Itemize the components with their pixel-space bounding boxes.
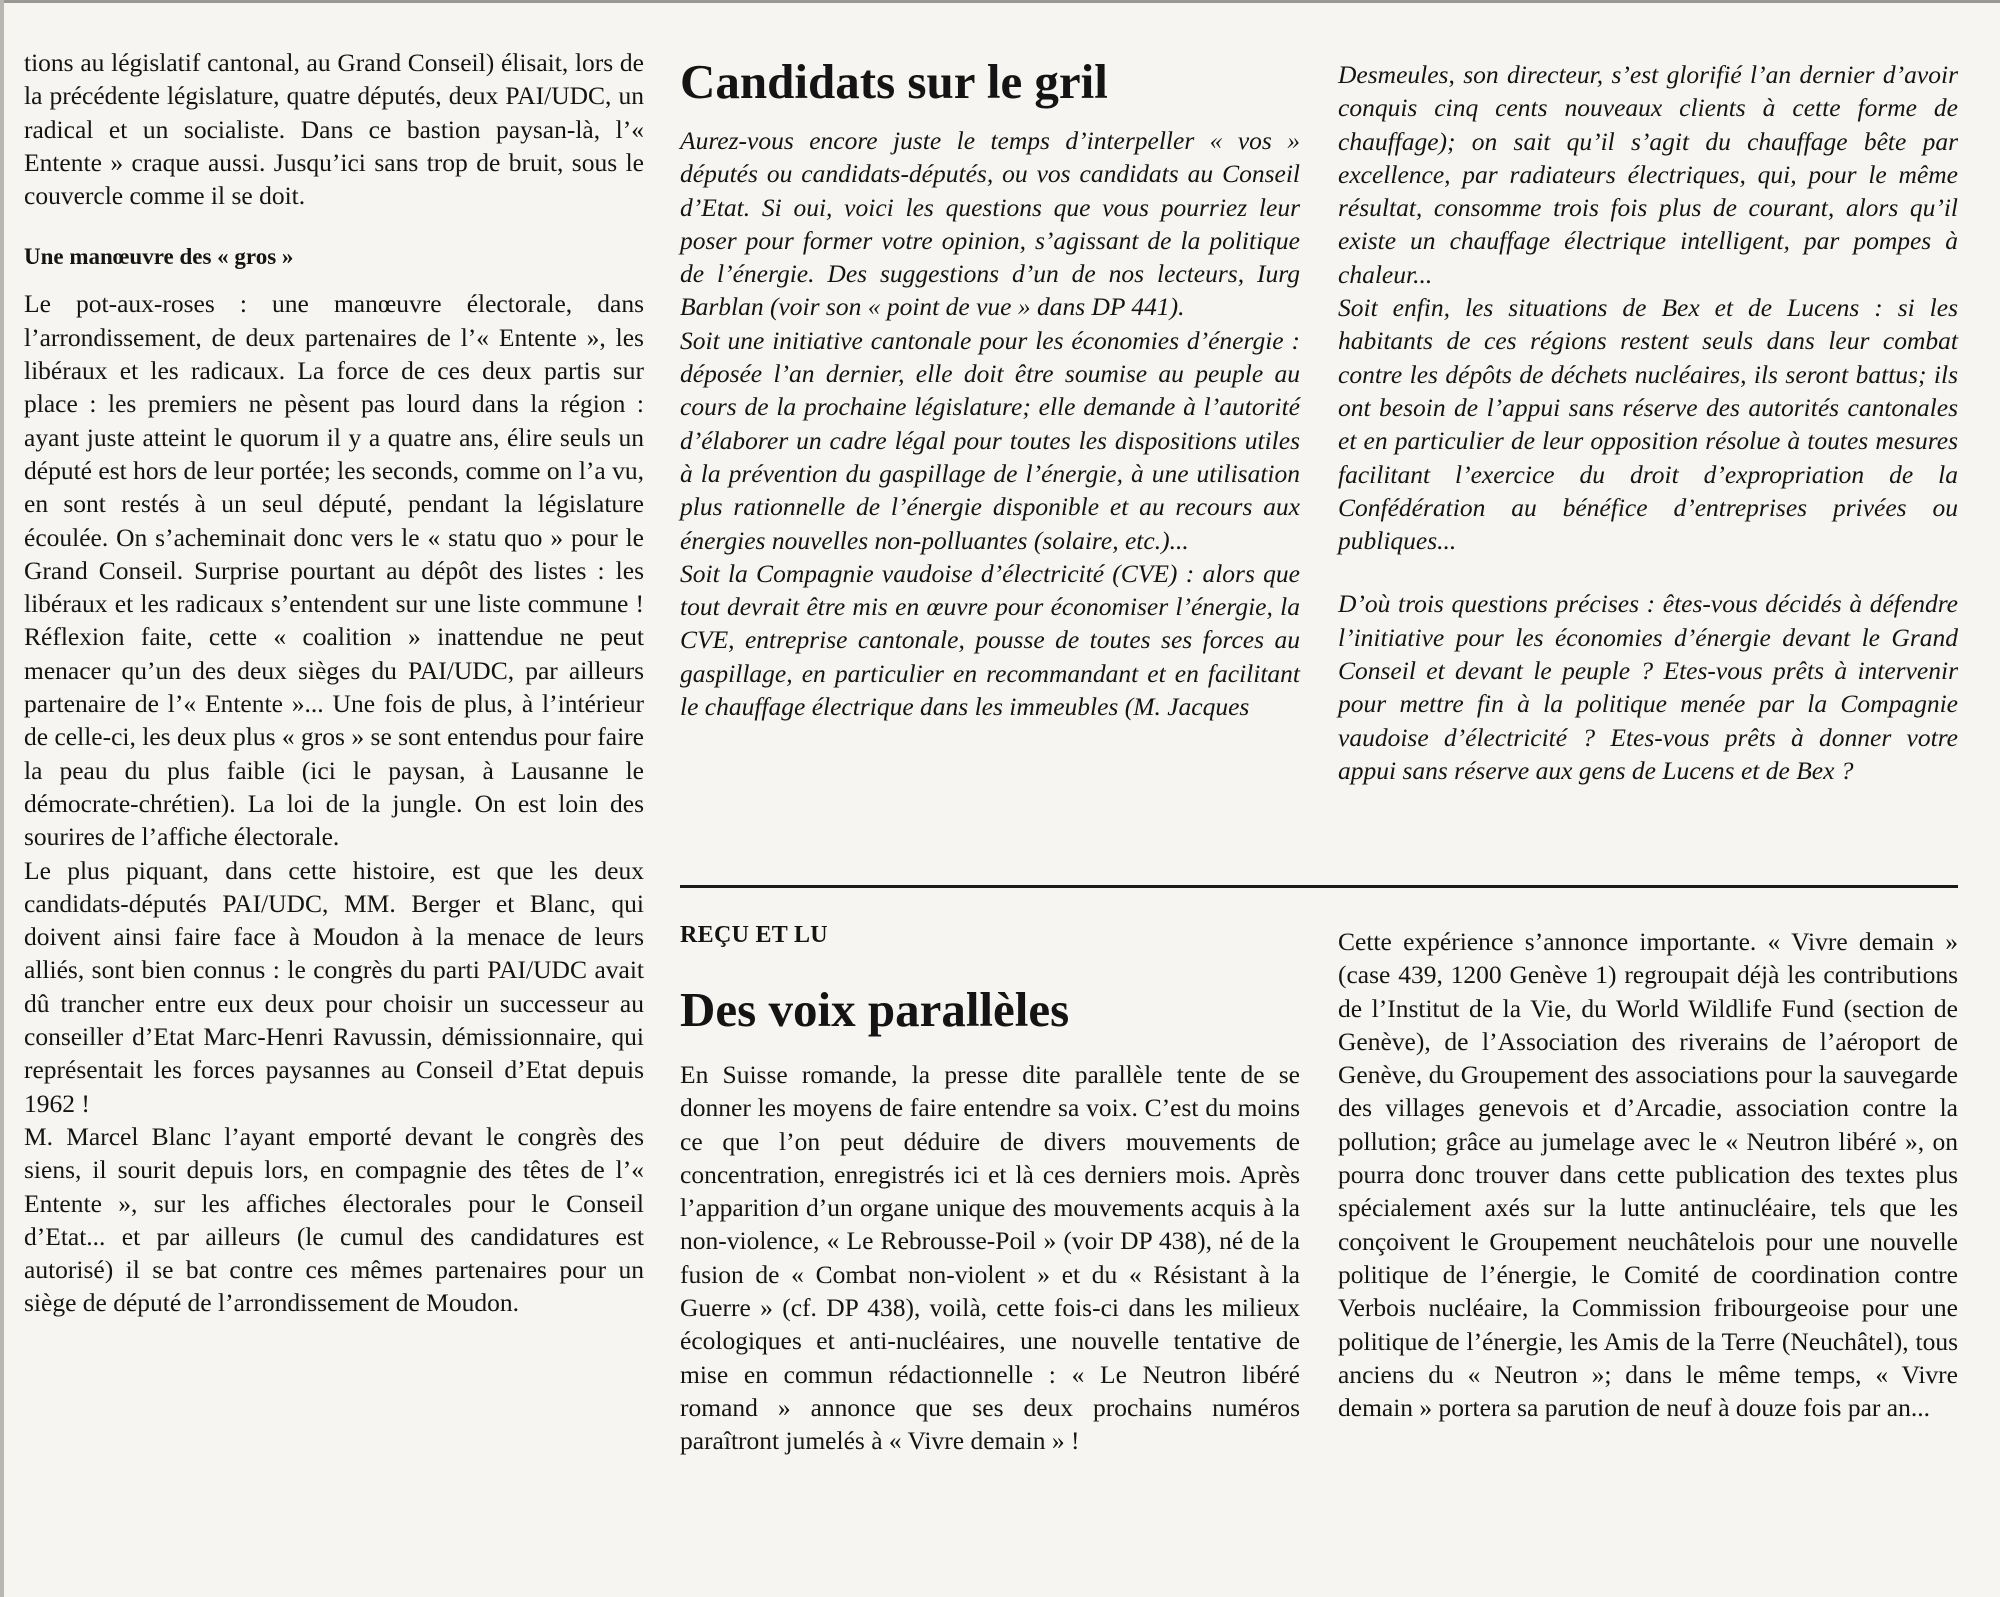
article1-paragraph-4: Desmeules, son directeur, s’est glorifié l’an dernier d’avoir conquis cinq cents nouveaux clients à cette forme de chauffage); on sait qu’il s’agit du chauffage bête par excellence, par radiateurs électriques, qui, pour le même résultat, consomme trois fois plus de courant, alors qu’il existe un chauffage électrique intelligent, par pompes à chaleur... — [1338, 60, 1958, 289]
article1-paragraph-3: Soit la Compagnie vaudoise d’électricité (CVE) : alors que tout devrait être mis en œuvre pour économiser l’énergie, la CVE, entreprise cantonale, pousse de toutes ses forces au gaspillage, en particulier en recommandant et en facilitant le chauffage électrique dans les immeubles (M. Jacques — [680, 558, 1300, 722]
left-paragraph-3: M. Marcel Blanc l’ayant emporté devant le congrès des siens, il sourit depuis lors, en compagnie des têtes de l’« Entente », sur les affiches électorales pour le Conseil d’Etat... et par ailleurs (le cumul des candidatures est autorisé) il se bat contre ces mêmes partenaires pour un siège de député de l’arrondissement de Moudon. — [24, 1121, 644, 1318]
article2-paragraph-1: En Suisse romande, la presse dite parallèle tente de se donner les moyens de faire entendre sa voix. C’est du moins ce que l’on peut déduire de divers mouvements de concentration, enregistrés ici et là ces derniers mois. Après l’apparition d’un organe unique des mouvements acquis à la non-violence, « Le Rebrousse-Poil » (voir DP 438), né de la fusion de « Combat non-violent » et du « Résistant à la Guerre » (cf. DP 438), voilà, cette fois-ci dans les milieux écologiques et anti-nucléaires, une nouvelle tentative de mise en commun rédactionnelle : « Le Neutron libéré romand » annonce que ses deux prochains numéros paraîtront jumelés à « Vivre demain » ! — [680, 1060, 1300, 1456]
article1-column-2 — [680, 124, 1300, 723]
article2-kicker: REÇU ET LU — [680, 922, 828, 948]
section-divider-rule — [680, 885, 1958, 888]
paragraph-gap — [1338, 557, 1958, 587]
page-left-edge — [0, 0, 4, 1597]
article1-paragraph-1: Aurez-vous encore juste le temps d’interpeller « vos » députés ou candidats-députés, ou vos candidats au Conseil d’Etat. Si oui, voici les questions que vous pourriez leur poser pour former votre opinion, s’agissant de la politique de l’énergie. Des suggestions d’un de nos lecteurs, Iurg Barblan (voir son « point de vue » dans DP 441). — [680, 126, 1300, 322]
left-column — [24, 46, 644, 1320]
page-top-border — [0, 0, 2000, 3]
left-paragraph-1: Le pot-aux-roses : une manœuvre électorale, dans l’arrondissement, de deux partenaires de l’« Entente », les libéraux et les radicaux. La force de ces deux partis sur place : les premiers ne pèsent pas lourd dans la région : ayant juste atteint le quorum il y a quatre ans, élire seuls un député est hors de leur portée; les seconds, comme on l’a vu, en sont restés à un seul député, pendant la législature écoulée. On s’acheminait donc vers le « statu quo » pour le Grand Conseil. Surprise pourtant au dépôt des listes : les libéraux et les radicaux s’entendent sur une liste commune ! Réflexion faite, cette « coalition » inattendue ne peut menacer qu’un des deux sièges du PAI/UDC, par ailleurs partenaire de l’« Entente »... Une fois de plus, à l’intérieur de celle-ci, les deux plus « gros » se sont entendus pour faire la peau du plus faible (ici le paysan, à Lausanne le démocrate-chrétien). La loi de la jungle. On est loin des sourires de l’affiche électorale. — [24, 289, 644, 852]
left-paragraph-2: Le plus piquant, dans cette histoire, est que les deux candidats-députés PAI/UDC, MM. Berger et Blanc, qui doivent ainsi faire face à Moudon à la menace de leurs alliés, sont bien connus : le congrès du parti PAI/UDC avait dû trancher entre eux deux pour choisir un successeur au conseiller d’Etat Marc-Henri Ravussin, démissionnaire, qui représentait les forces paysannes au Conseil d’Etat depuis 1962 ! — [24, 855, 644, 1118]
article1-paragraph-5: Soit enfin, les situations de Bex et de Lucens : si les habitants de ces régions restent seuls dans leur combat contre les dépôts de déchets nucléaires, ils seront battus; ils ont besoin de l’appui sans réserve des autorités cantonales et en particulier de leur opposition résolue à toutes mesures facilitant l’exercice du droit d’expropriation de la Confédération au bénéfice d’entreprises privées ou publiques... — [1338, 293, 1958, 556]
article1-paragraph-2: Soit une initiative cantonale pour les économies d’énergie : déposée l’an dernier, elle doit être soumise au peuple au cours de la prochaine législature; elle demande à l’autorité d’élaborer un cadre légal pour toutes les dispositions utiles à la prévention du gaspillage de l’énergie, à une utilisation plus rationnelle de l’énergie disponible et au recours aux énergies nouvelles non-polluantes (solaire, etc.)... — [680, 325, 1300, 555]
article1-column-3 — [1338, 58, 1958, 787]
article1-title: Candidats sur le gril — [680, 54, 1108, 109]
left-intro-paragraph: tions au législatif cantonal, au Grand Conseil) élisait, lors de la précédente législature, quatre députés, deux PAI/UDC, un radical et un socialiste. Dans ce bastion paysan-là, l’« Entente » craque aussi. Jusqu’ici sans trop de bruit, sous le couvercle comme il se doit. — [24, 48, 644, 211]
article2-title: Des voix parallèles — [680, 982, 1070, 1037]
article2-paragraph-2: Cette expérience s’annonce importante. « Vivre demain » (case 439, 1200 Genève 1) regroupait déjà les contributions de l’Institut de la Vie, du World Wildlife Fund (section de Genève), de l’Association des riverains de l’aéroport de Genève, du Groupement des associations pour la sauvegarde des villages genevois et d’Arcadie, association contre la pollution; grâce au jumelage avec le « Neutron libéré », on pourra donc trouver dans cette publication des textes plus spécialement axés sur la lutte antinucléaire, tels que les conçoivent le Groupement neuchâtelois pour une nouvelle politique de l’énergie, le Comité de coordination contre Verbois nucléaire, la Commission fribourgeoise pour une politique de l’énergie, les Amis de la Terre (Neuchâtel), tous anciens du « Neutron »; dans le même temps, « Vivre demain » portera sa parution de neuf à douze fois par an... — [1338, 927, 1958, 1423]
article1-paragraph-6: D’où trois questions précises : êtes-vous décidés à défendre l’initiative pour les économies d’énergie devant le Grand Conseil et devant le peuple ? Etes-vous prêts à intervenir pour mettre fin à la politique menée par la Compagnie vaudoise d’électricité ? Etes-vous prêts à donner votre appui sans réserve aux gens de Lucens et de Bex ? — [1338, 589, 1958, 785]
article2-column-3 — [1338, 925, 1958, 1424]
left-subheading: Une manœuvre des « gros » — [24, 244, 294, 270]
article2-column-2 — [680, 1058, 1300, 1458]
